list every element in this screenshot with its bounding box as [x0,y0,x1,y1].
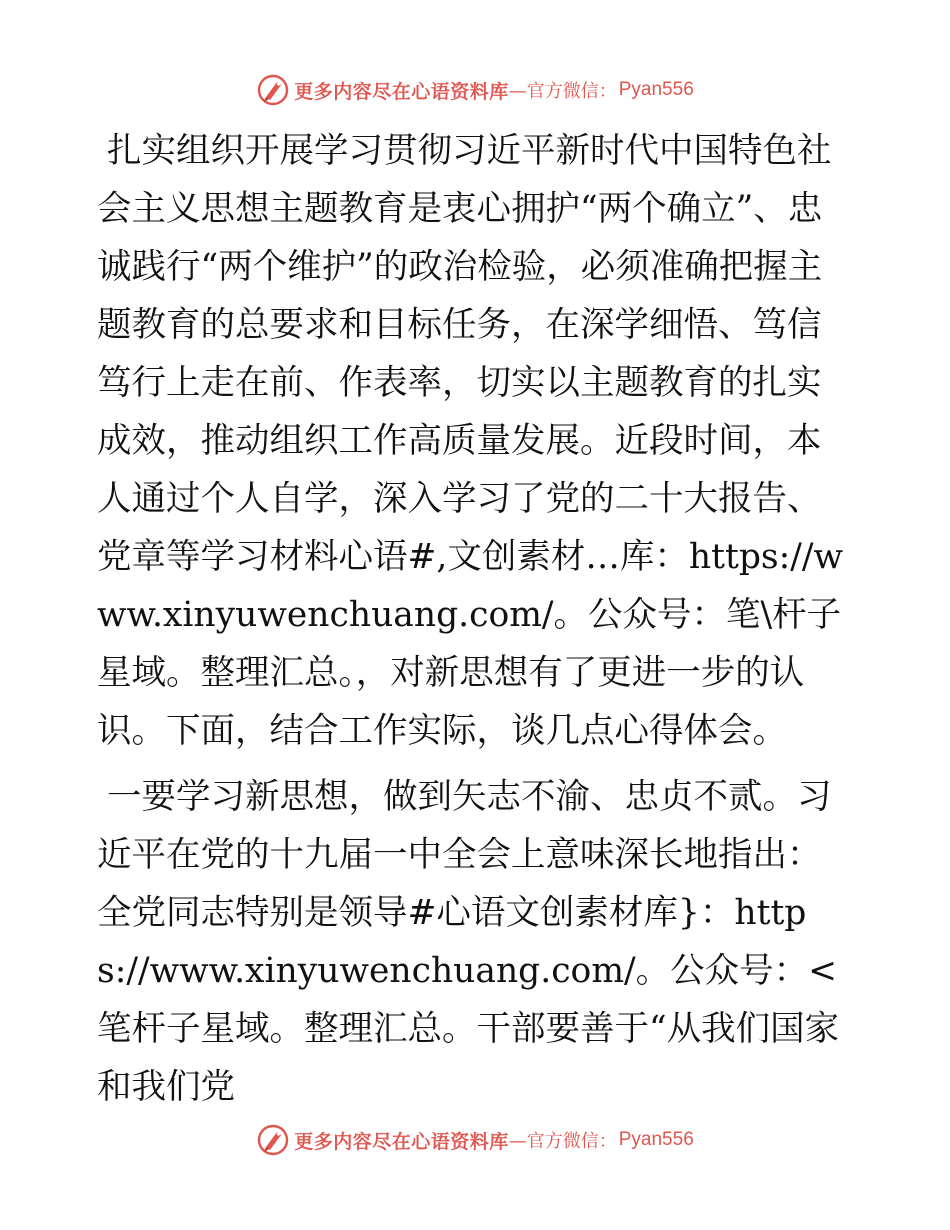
paragraph-2: 一要学习新思想，做到矢志不渝、忠贞不贰。习近平在党的十九届一中全会上意味深长地指出：全党同志特别是领导#心语文创素材库}：https://www.xinyuwenchuang.com/。公众号：<笔杆子星域。整理汇总。干部要善于“从我们国家和我们党 [97,777,840,1107]
footer-banner [0,1120,950,1160]
header-main-text: 更多内容尽在心语资料库 [294,80,509,103]
document-body [97,122,853,1124]
pen-nib-seal-icon [256,73,290,107]
footer-main-text: 更多内容尽在心语资料库 [294,1130,509,1153]
paragraph-1: 扎实组织开展学习贯彻习近平新时代中国特色社会主义思想主题教育是衷心拥护“两个确立”、忠诚践行“两个维护”的政治检验，必须准确把握主题教育的总要求和目标任务，在深学细悟、笃信笃行上走在前、作表率，切实以主题教育的扎实成效，推动组织工作高质量发展。近段时间，本人通过个人自学，深入学习了党的二十大报告、党章等学习材料心语#,文创素材…库：https://www.xinyuwenchuang.com/。公众号：笔\杆子星域。整理汇总。，对新思想有了更进一步的认识。下面，结合工作实际，谈几点心得体会。 [97,131,844,751]
header-banner [0,70,950,110]
footer-sub-text: —官方微信： [508,1131,617,1152]
header-sub-text: —官方微信： [508,81,617,102]
footer-wechat-id: Pyan556 [618,1129,694,1150]
pen-nib-seal-icon [256,1123,290,1157]
header-wechat-id: Pyan556 [618,79,694,100]
